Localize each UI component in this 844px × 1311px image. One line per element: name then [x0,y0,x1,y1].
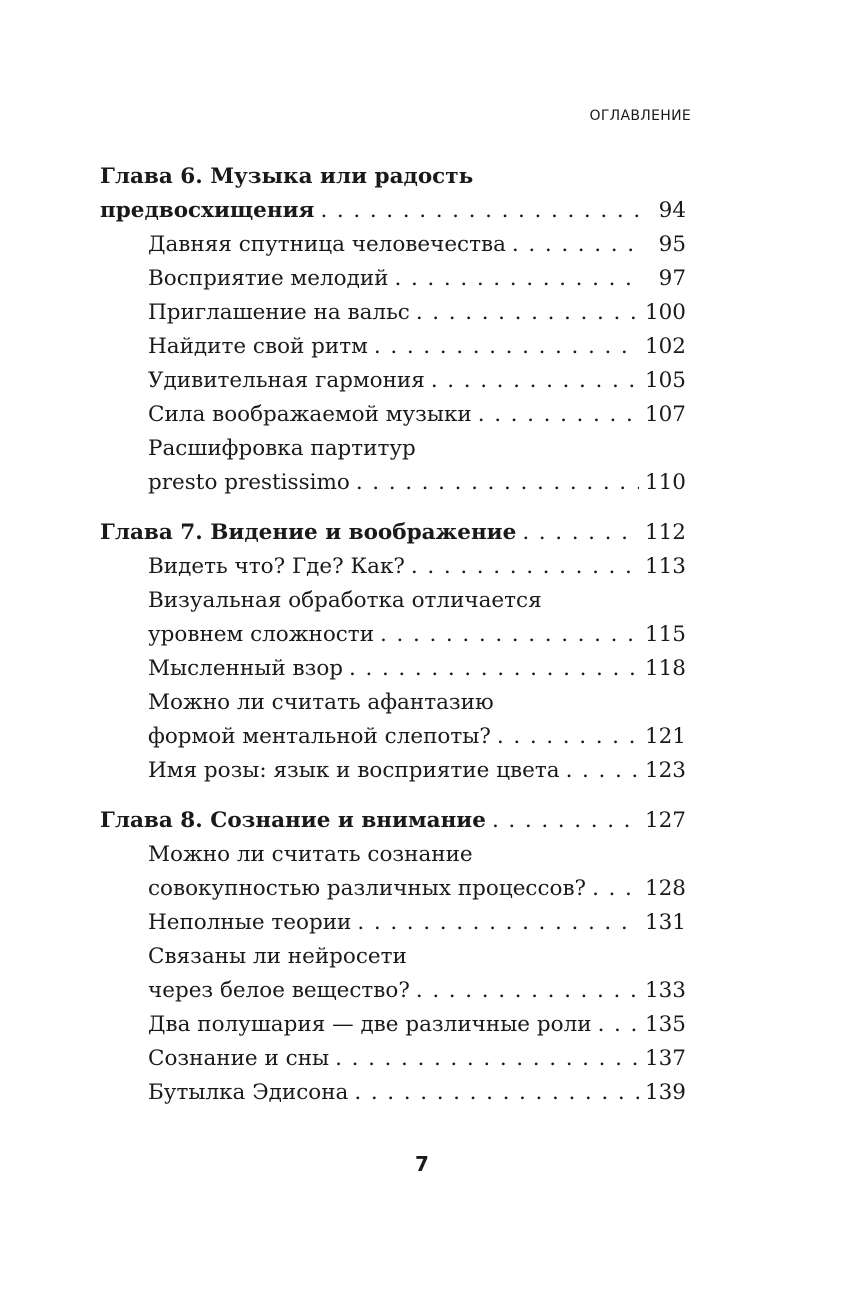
chapter-title: предвосхищения [100,198,315,223]
dot-leader [374,330,639,364]
toc-entry-line [148,584,686,618]
toc-entry-line [148,686,686,720]
toc-entry[interactable] [148,228,686,262]
toc-entry-line [148,838,686,872]
entry-title: Связаны ли нейросети [148,944,407,969]
page-number: 115 [644,622,686,647]
chapter-6 [100,160,686,500]
chapter-title: Глава 6. Музыка или радость [100,164,474,189]
entry-title: Удивительная гармония [148,368,425,393]
toc-entry[interactable] [148,550,686,584]
page-number: 121 [644,724,686,749]
page-number: 123 [644,758,686,783]
entry-title: Неполные теории [148,910,352,935]
entry-title: Имя розы: язык и восприятие цвета [148,758,560,783]
dot-leader [356,466,639,500]
entry-title: Найдите свой ритм [148,334,368,359]
entry-title: Можно ли считать сознание [148,842,473,867]
toc-entry[interactable] [148,652,686,686]
toc-entry[interactable] [148,330,686,364]
entry-title: Мысленный взор [148,656,344,681]
toc-entry[interactable] [148,974,686,1008]
page-number: 102 [644,334,686,359]
chapter-7 [100,516,686,788]
page-number: 128 [644,876,686,901]
page-number: 135 [644,1012,686,1037]
page-number: 113 [644,554,686,579]
entry-title: уровнем сложности [148,622,375,647]
dot-leader [492,804,639,838]
page-number: 139 [644,1080,686,1105]
entry-title: формой ментальной слепоты? [148,724,491,749]
toc-entry[interactable] [148,618,686,652]
page-number: 133 [644,978,686,1003]
page-number: 94 [658,198,686,223]
dot-leader [395,262,641,296]
dot-leader [320,194,640,228]
toc-entry[interactable] [148,720,686,754]
toc-entry[interactable] [100,804,686,838]
page-number: 107 [644,402,686,427]
page-number: 131 [644,910,686,935]
page-number: 97 [658,266,686,291]
page-number: 112 [644,520,686,545]
dot-leader [411,550,639,584]
toc-entry[interactable] [148,262,686,296]
toc-entry[interactable] [148,1076,686,1110]
toc-entry[interactable] [100,516,686,550]
dot-leader [349,652,639,686]
toc-entry[interactable] [148,1042,686,1076]
page-number: 105 [644,368,686,393]
toc-entry[interactable] [148,466,686,500]
entry-title: Видеть что? Где? Как? [148,554,405,579]
toc-entry[interactable] [148,398,686,432]
dot-leader [512,228,640,262]
dot-leader [431,364,639,398]
entry-title: Бутылка Эдисона [148,1080,349,1105]
toc-entry-line [148,432,686,466]
entry-title: Восприятие мелодий [148,266,389,291]
entry-title: через белое вещество? [148,978,410,1003]
entry-title: Два полушария — две различные роли [148,1012,592,1037]
entry-title: Можно ли считать афантазию [148,690,494,715]
running-head: ОГЛАВЛЕНИЕ [589,108,691,124]
dot-leader [416,296,639,330]
page-number: 137 [644,1046,686,1071]
page-number: 118 [644,656,686,681]
entry-title: Приглашение на вальс [148,300,410,325]
dot-leader [566,754,639,788]
entry-title: Расшифровка партитур [148,436,416,461]
entry-title: presto prestissimo [148,470,350,495]
toc-entry[interactable] [148,296,686,330]
dot-leader [497,720,639,754]
chapter-title: Глава 8. Сознание и внимание [100,808,486,833]
dot-leader [357,906,639,940]
toc-entry[interactable] [100,194,686,228]
table-of-contents [100,160,686,1118]
entry-title: Давняя спутница человечества [148,232,506,257]
page-number: 100 [644,300,686,325]
toc-entry[interactable] [148,754,686,788]
page-number: 110 [644,470,686,495]
toc-entry-line [148,940,686,974]
dot-leader [478,398,639,432]
dot-leader [380,618,639,652]
entry-title: Визуальная обработка отличается [148,588,542,613]
entry-title: Сознание и сны [148,1046,330,1071]
toc-entry[interactable] [148,1008,686,1042]
dot-leader [335,1042,639,1076]
toc-entry[interactable] [148,364,686,398]
entry-title: Сила воображаемой музыки [148,402,472,427]
toc-entry[interactable] [148,872,686,906]
dot-leader [354,1076,639,1110]
dot-leader [598,1008,639,1042]
page-number: 127 [644,808,686,833]
chapter-title-line [100,160,686,194]
dot-leader [592,872,639,906]
toc-entry[interactable] [148,906,686,940]
page-number-footer: 7 [415,1152,429,1176]
dot-leader [522,516,639,550]
chapter-title: Глава 7. Видение и воображение [100,520,517,545]
dot-leader [416,974,639,1008]
page-number: 95 [658,232,686,257]
chapter-8 [100,804,686,1110]
entry-title: совокупностью различных процессов? [148,876,587,901]
